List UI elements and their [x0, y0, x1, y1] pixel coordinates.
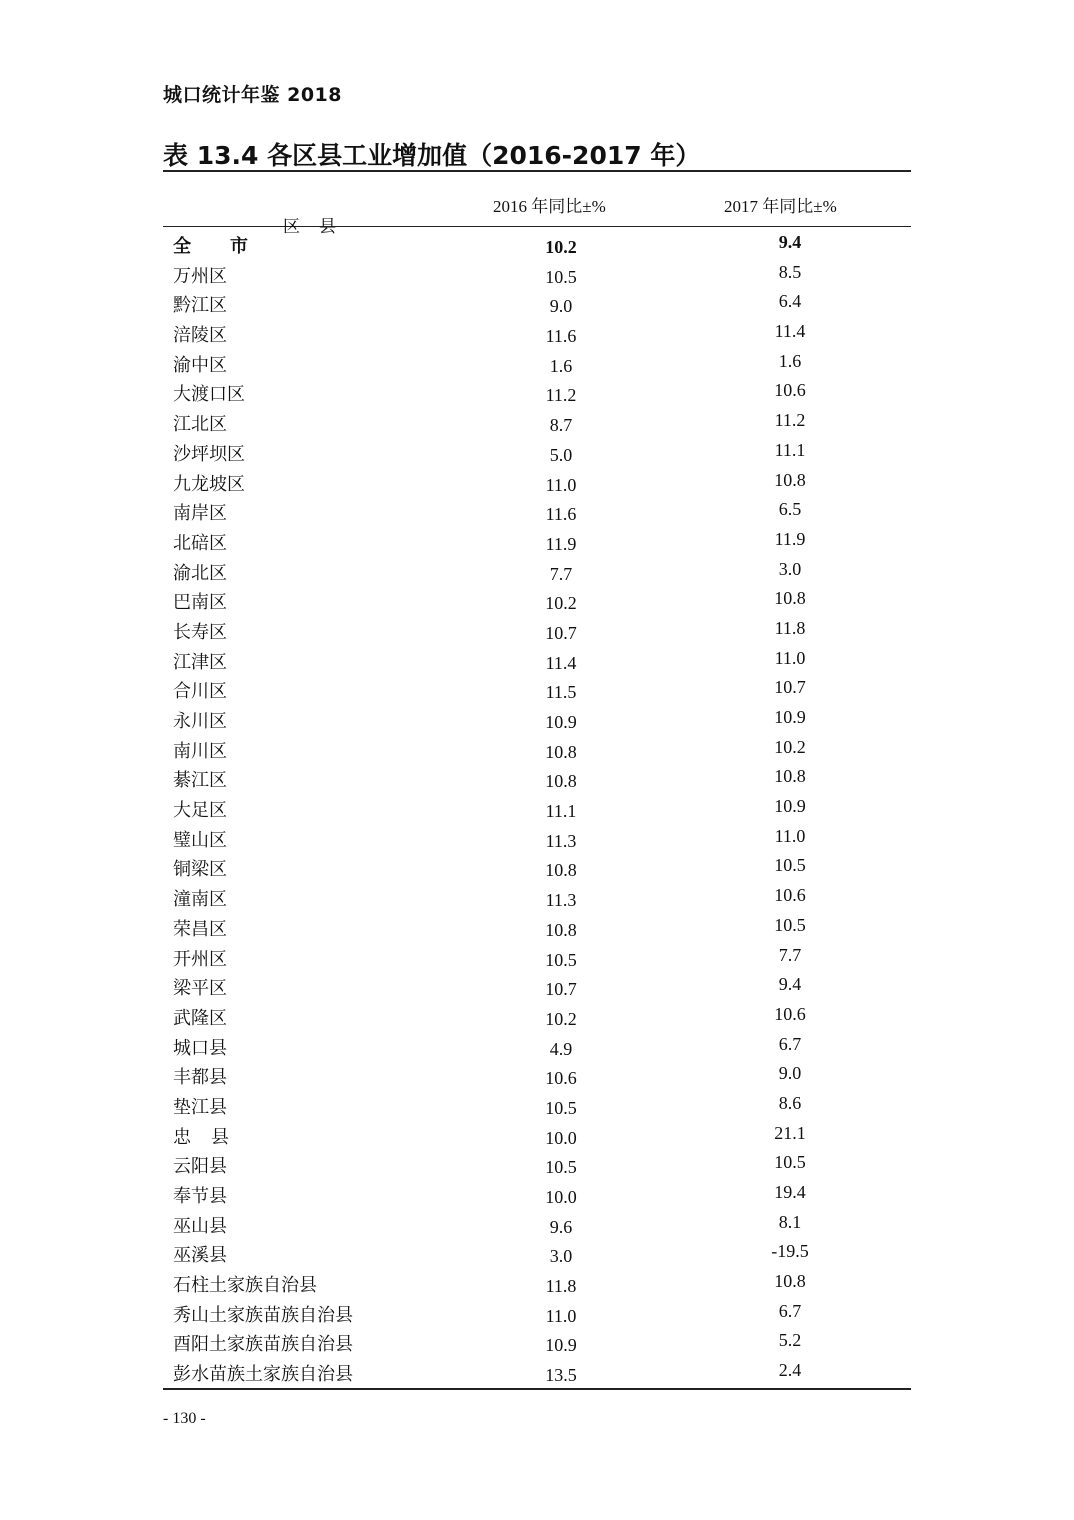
value-2016: 10.7	[545, 979, 577, 1000]
value-2017: 7.7	[778, 944, 802, 965]
table-row	[163, 438, 911, 468]
value-2017: 3.0	[778, 558, 802, 579]
region-name-char1: 全	[173, 236, 191, 256]
region-name: 南川区	[173, 740, 227, 761]
region-name: 渝北区	[173, 562, 227, 583]
value-2016: 10.6	[545, 1068, 577, 1089]
region-name: 梁平区	[173, 978, 227, 999]
table-row	[163, 378, 911, 408]
region-name: 铜梁区	[173, 859, 227, 880]
table-row	[163, 705, 911, 735]
value-2017: 10.5	[774, 1152, 806, 1173]
value-2017: 11.1	[774, 439, 806, 460]
region-name: 大渡口区	[173, 384, 245, 405]
value-2016: 10.0	[545, 1187, 577, 1207]
value-2016: 5.0	[549, 444, 573, 465]
region-name: 黔江区	[173, 295, 227, 316]
table-row	[163, 1180, 911, 1210]
header-2016: 2016 年同比±%	[493, 197, 606, 216]
value-2016: 11.8	[545, 1276, 577, 1297]
table-row	[163, 1002, 911, 1032]
table-row	[163, 794, 911, 824]
region-name: 武隆区	[173, 1007, 227, 1028]
data-table	[163, 170, 911, 1390]
value-2016: 10.9	[545, 712, 577, 732]
region-name: 合川区	[173, 681, 227, 702]
value-2017: 5.2	[778, 1330, 802, 1351]
region-name: 巴南区	[173, 592, 227, 613]
value-2017: 10.6	[774, 1003, 806, 1024]
region-name: 九龙坡区	[173, 473, 245, 494]
table-row	[163, 735, 911, 765]
value-2017: 6.4	[778, 291, 802, 312]
value-2016: 11.6	[545, 326, 577, 347]
value-2017: 9.4	[778, 232, 802, 252]
value-2017: 10.8	[774, 1271, 806, 1292]
value-2017: 10.9	[774, 796, 806, 817]
header-region-char2: 县	[319, 217, 336, 236]
value-2017: 10.8	[774, 588, 806, 609]
value-2017: 11.4	[774, 321, 806, 342]
value-2016: 8.7	[549, 415, 573, 436]
value-2016: 10.5	[545, 1097, 577, 1118]
table-row	[163, 972, 911, 1002]
value-2016: 10.0	[545, 1127, 577, 1148]
value-2016: 10.9	[545, 1335, 577, 1356]
value-2016: 11.1	[545, 801, 577, 822]
header-2017: 2017 年同比±%	[724, 197, 837, 216]
value-2016: 11.0	[545, 1305, 577, 1326]
value-2016: 10.8	[545, 771, 577, 792]
value-2016: 10.8	[545, 919, 577, 940]
region-name: 涪陵区	[173, 325, 227, 346]
region-name: 云阳县	[173, 1156, 227, 1177]
table-row	[163, 319, 911, 349]
value-2016: 13.5	[545, 1365, 577, 1386]
table-row	[163, 557, 911, 587]
value-2016: 10.8	[545, 860, 577, 881]
table-row	[163, 913, 911, 943]
value-2017: 10.8	[774, 469, 806, 490]
value-2016: 9.6	[549, 1216, 573, 1237]
region-name: 沙坪坝区	[173, 443, 245, 464]
region-name: 綦江区	[173, 770, 227, 791]
value-2017: 11.8	[774, 617, 806, 638]
value-2016: 11.3	[545, 830, 577, 851]
region-name: 巫溪县	[173, 1245, 227, 1266]
table-row-total	[163, 230, 911, 260]
value-2016: 10.2	[545, 1008, 577, 1029]
region-name: 秀山土家族苗族自治县	[173, 1304, 353, 1325]
table-row	[163, 408, 911, 438]
value-2017: 11.0	[774, 647, 806, 668]
value-2017: 21.1	[774, 1122, 806, 1143]
region-name: 开州区	[173, 948, 227, 969]
value-2017: -19.5	[771, 1241, 809, 1262]
region-name: 酉阳土家族苗族自治县	[173, 1334, 353, 1355]
region-name: 荣昌区	[173, 918, 227, 939]
page-number: - 130 -	[163, 1410, 206, 1427]
value-2016: 1.6	[549, 355, 573, 376]
value-2016: 11.5	[545, 682, 577, 703]
value-2016: 11.3	[545, 890, 577, 911]
table-body	[163, 227, 911, 1388]
region-name: 城口县	[173, 1037, 227, 1058]
region-name: 长寿区	[173, 621, 227, 642]
value-2017: 10.5	[774, 855, 806, 876]
region-name: 潼南区	[173, 889, 227, 910]
value-2017: 1.6	[778, 350, 802, 371]
value-2016: 10.8	[545, 741, 577, 762]
value-2016: 7.7	[549, 563, 573, 584]
region-name: 江北区	[173, 414, 227, 435]
value-2017: 11.2	[774, 410, 806, 431]
value-2017: 8.5	[778, 261, 802, 282]
table-row	[163, 1091, 911, 1121]
table-row	[163, 349, 911, 379]
table-row	[163, 527, 911, 557]
region-name: 奉节县	[173, 1186, 227, 1206]
region-name: 彭水苗族土家族自治县	[173, 1364, 353, 1385]
value-2016: 9.0	[549, 296, 573, 317]
value-2016: 10.5	[545, 266, 577, 287]
table-row	[163, 1269, 911, 1299]
region-name: 永川区	[173, 711, 227, 731]
value-2017: 11.0	[774, 825, 806, 846]
table-row	[163, 1328, 911, 1358]
header-region-char1: 区	[283, 217, 300, 236]
value-2016: 10.2	[545, 593, 577, 614]
region-name: 南岸区	[173, 503, 227, 524]
region-name: 万州区	[173, 265, 227, 286]
table-row	[163, 883, 911, 913]
table-row	[163, 1150, 911, 1180]
table-row	[163, 1358, 911, 1388]
table-row	[163, 1032, 911, 1062]
region-name: 江津区	[173, 651, 227, 672]
region-name-char1: 忠	[173, 1126, 191, 1147]
value-2017: 10.8	[774, 766, 806, 787]
region-name: 丰都县	[173, 1067, 227, 1088]
region-name: 北碚区	[173, 532, 227, 553]
table-row	[163, 853, 911, 883]
table-row	[163, 764, 911, 794]
value-2016: 4.9	[549, 1038, 573, 1059]
region-name-char2: 市	[230, 236, 248, 256]
value-2016: 11.6	[545, 504, 577, 525]
value-2016: 11.0	[545, 474, 577, 495]
value-2017: 9.0	[778, 1063, 802, 1084]
table-row	[163, 260, 911, 290]
value-2017: 8.1	[778, 1211, 802, 1232]
region-name: 璧山区	[173, 829, 227, 850]
table-row	[163, 1239, 911, 1269]
table-title: 表 13.4 各区县工业增加值（2016-2017 年）	[163, 141, 701, 170]
value-2016: 10.7	[545, 622, 577, 643]
value-2017: 6.7	[778, 1033, 802, 1054]
table-row	[163, 497, 911, 527]
value-2017: 10.2	[774, 736, 806, 757]
region-name: 垫江县	[173, 1096, 227, 1117]
value-2016: 11.2	[545, 385, 577, 406]
table-row	[163, 1210, 911, 1240]
value-2017: 10.9	[774, 707, 806, 727]
value-2017: 2.4	[778, 1360, 802, 1381]
table-row	[163, 943, 911, 973]
value-2017: 10.6	[774, 885, 806, 906]
table-bottom-rule	[163, 1388, 911, 1390]
region-name: 石柱土家族自治县	[173, 1275, 317, 1296]
value-2017: 9.4	[778, 974, 802, 995]
value-2017: 10.5	[774, 914, 806, 935]
table-row	[163, 289, 911, 319]
value-2017: 10.7	[774, 677, 806, 698]
value-2017: 11.9	[774, 528, 806, 549]
value-2017: 6.5	[778, 499, 802, 520]
value-2017: 19.4	[774, 1182, 806, 1202]
running-head: 城口统计年鉴 2018	[163, 84, 342, 106]
value-2016: 11.4	[545, 652, 577, 673]
table-row	[163, 586, 911, 616]
table-row	[163, 468, 911, 498]
region-name: 大足区	[173, 800, 227, 821]
value-2016: 3.0	[549, 1246, 573, 1267]
table-row	[163, 1299, 911, 1329]
value-2017: 8.6	[778, 1092, 802, 1113]
table-row	[163, 616, 911, 646]
value-2016: 10.5	[545, 949, 577, 970]
value-2016: 10.2	[545, 237, 577, 257]
value-2016: 10.5	[545, 1157, 577, 1178]
region-name-char2: 县	[211, 1126, 229, 1147]
table-row	[163, 1061, 911, 1091]
table-header-row	[163, 172, 911, 236]
table-row	[163, 824, 911, 854]
table-row	[163, 1121, 911, 1151]
region-name: 巫山县	[173, 1215, 227, 1236]
value-2017: 6.7	[778, 1300, 802, 1321]
table-row	[163, 675, 911, 705]
region-name: 渝中区	[173, 354, 227, 375]
table-row	[163, 646, 911, 676]
value-2016: 11.9	[545, 533, 577, 554]
value-2017: 10.6	[774, 380, 806, 401]
